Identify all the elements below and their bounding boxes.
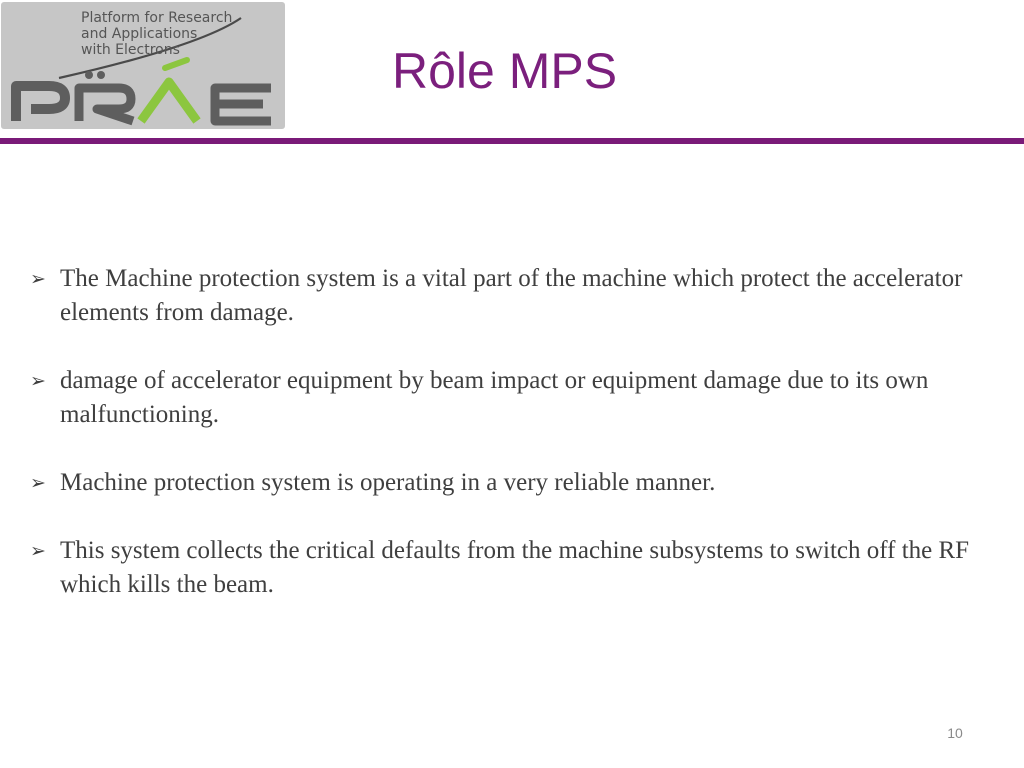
bullet-text: damage of accelerator equipment by beam impact or equipment damage due to its own malfunctioning. xyxy=(60,367,929,428)
logo-tagline xyxy=(81,10,232,58)
arrowhead-bullet-icon: ➢ xyxy=(30,268,46,290)
prae-logo xyxy=(1,2,285,129)
bullet-item xyxy=(30,262,980,330)
title-divider xyxy=(0,138,1024,144)
page-number: 10 xyxy=(947,725,963,741)
bullet-item xyxy=(30,534,980,602)
slide-title: Rôle MPS xyxy=(392,43,618,99)
logo-tagline-line: and Applications xyxy=(81,26,198,42)
bullet-text: Machine protection system is operating in a very reliable manner. xyxy=(60,469,716,496)
arrowhead-bullet-icon: ➢ xyxy=(30,472,46,494)
arrowhead-bullet-icon: ➢ xyxy=(30,540,46,562)
logo-tagline-line: Platform for Research xyxy=(81,10,233,26)
bullet-list xyxy=(30,262,980,636)
bullet-item xyxy=(30,466,980,500)
arrowhead-bullet-icon: ➢ xyxy=(30,370,46,392)
bullet-text: The Machine protection system is a vital part of the machine which protect the accelerator elements from damage. xyxy=(60,265,963,326)
bullet-item xyxy=(30,364,980,432)
bullet-text: This system collects the critical defaults from the machine subsystems to switch off the RF which kills the beam. xyxy=(60,537,970,598)
logo-tagline-line: with Electrons xyxy=(81,42,180,58)
